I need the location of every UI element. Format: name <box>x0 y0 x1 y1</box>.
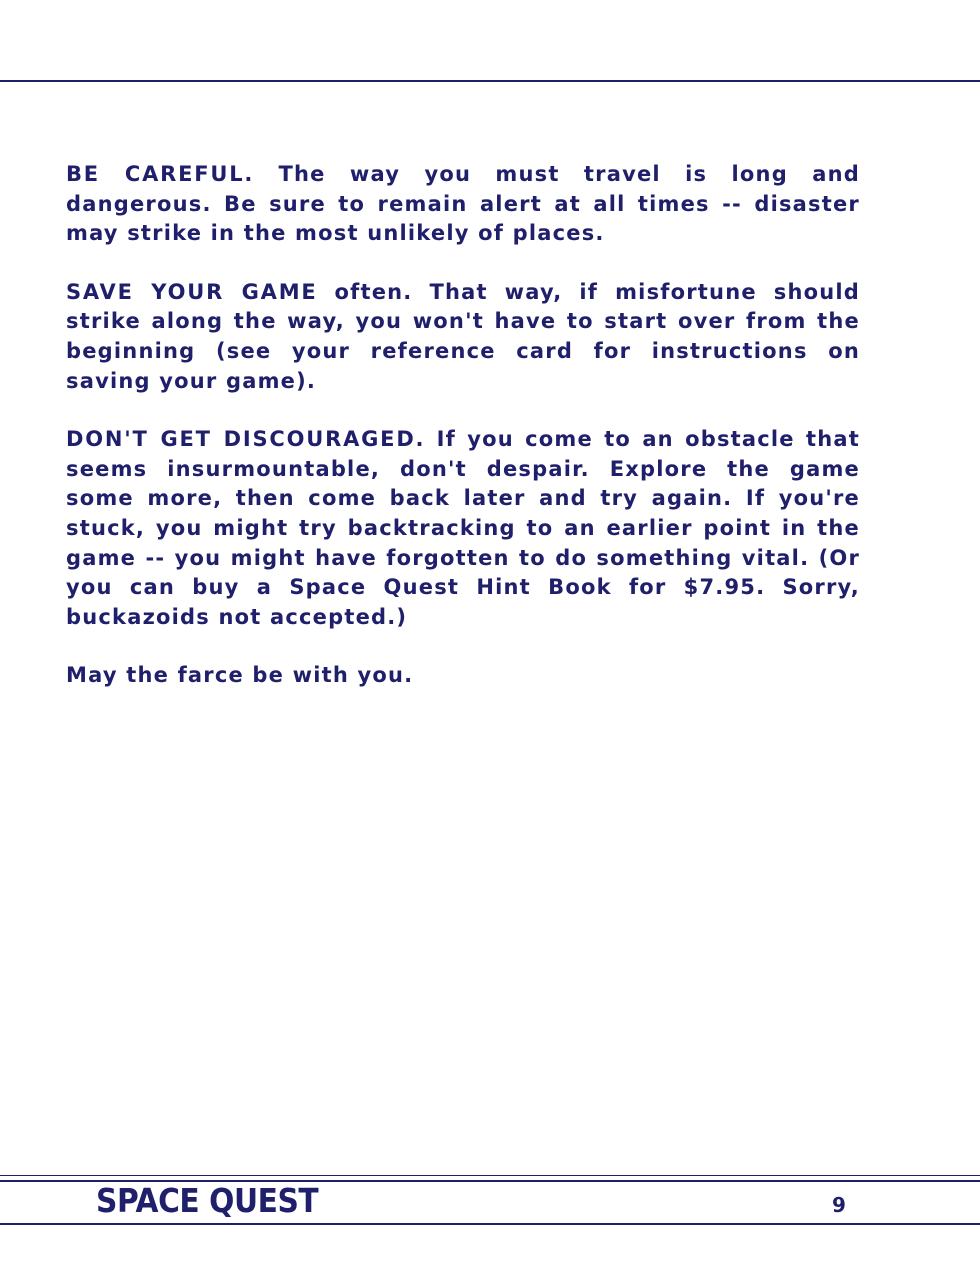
paragraph-dont-get-discouraged <box>66 425 860 632</box>
paragraph-lead: DON'T GET DISCOURAGED. <box>66 427 426 452</box>
paragraph-text: often. That way, if misfortune should strike along the way, you won't have to start over from the beginning (see your reference card for instructions on saving your game). <box>66 279 860 393</box>
footer-logo-text: SPACE QUEST <box>96 1181 319 1220</box>
paragraph-text: The way you must travel is long and dangerous. Be sure to remain alert at all times -- disaster may strike in the most unlikely of places. <box>66 162 860 246</box>
paragraph-be-careful <box>66 160 860 249</box>
page-body <box>66 160 860 720</box>
footer-rule <box>0 1175 980 1176</box>
paragraph-lead: BE CAREFUL. <box>66 162 255 186</box>
closing-line: May the farce be with you. <box>66 663 414 688</box>
paragraph-text: If you come to an obstacle that seems insurmountable, don't despair. Explore the game some more, then come back later and try again. If you're stuck, you might try backtracking to an earlier point in the game -- you might have forgotten to do something vital. (Or you can buy a Space Quest Hint Book for $7.95. Sorry, buckazoids not accepted.) <box>66 427 861 629</box>
top-rule <box>0 80 980 82</box>
footer-rule <box>0 1223 980 1225</box>
paragraph-save-your-game <box>66 278 860 396</box>
paragraph-lead: SAVE YOUR GAME <box>66 279 318 304</box>
page-number: 9 <box>832 1193 846 1217</box>
